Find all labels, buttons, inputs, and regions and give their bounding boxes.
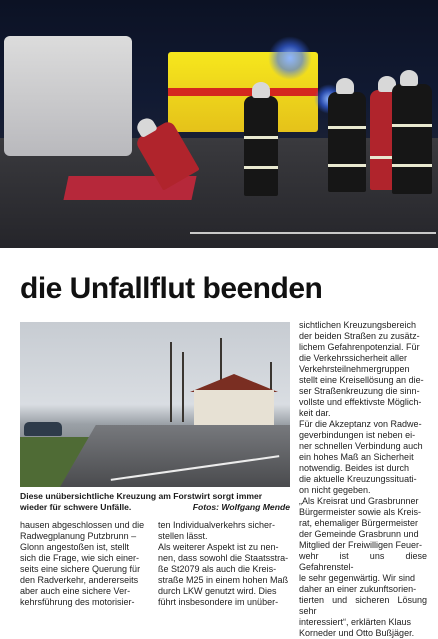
text-line: lichem Gefahrenpotenzial. Für bbox=[299, 342, 420, 352]
caption-text: Diese unübersichtliche Kreuzung am Forstwirt sorgt immer wieder für schwere Unfälle. bbox=[20, 491, 263, 512]
article-headline: die Unfallflut beenden bbox=[20, 272, 323, 305]
text-column-2 bbox=[158, 520, 290, 608]
text-line: ße St2079 als auch die Kreis- bbox=[158, 564, 277, 574]
text-line: „Als Kreisrat und Grasbrunner bbox=[299, 496, 419, 506]
text-line: on nicht gegeben. bbox=[299, 485, 371, 495]
text-line: geverbindungen ist neben ei- bbox=[299, 430, 416, 440]
text-line: rat, ehemaliger Bürgermeister bbox=[299, 518, 419, 528]
text-column-3 bbox=[299, 320, 427, 639]
house bbox=[194, 390, 274, 428]
text-line: le sehr gegenwärtig. Wir sind bbox=[299, 573, 416, 583]
text-line: vollste und effektivste Möglich- bbox=[299, 397, 422, 407]
photo-credit: Fotos: Wolfgang Mende bbox=[192, 502, 290, 512]
text-column-1 bbox=[20, 520, 150, 608]
text-line: durch LKW genutzt wird. Dies bbox=[158, 586, 277, 596]
intersection-photo bbox=[20, 322, 290, 487]
text-line: ser Straßenkreuzung die sinn- bbox=[299, 386, 420, 396]
text-line: Radwegplanung Putzbrunn – bbox=[20, 531, 137, 541]
text-line: seits eine sichere Querung für bbox=[20, 564, 141, 574]
text-line: Glonn angestoßen ist, stellt bbox=[20, 542, 130, 552]
text-line: daher an einer zukunftsorien- bbox=[299, 584, 417, 594]
road-marking bbox=[190, 232, 436, 234]
street bbox=[60, 425, 290, 487]
text-line: hausen abgeschlossen und die bbox=[20, 520, 145, 530]
text-line: Für die Akzeptanz von Radwe- bbox=[299, 419, 422, 429]
text-line: der beiden Straßen zu zusätz- bbox=[299, 331, 420, 341]
damaged-van bbox=[4, 36, 132, 156]
photo-caption bbox=[20, 491, 290, 513]
text-line: der Gemeinde Grasbrunn und bbox=[299, 529, 419, 539]
firefighter bbox=[328, 92, 366, 192]
parked-car bbox=[24, 422, 62, 436]
text-line: Mitglied der Freiwilligen Feuer- bbox=[299, 540, 423, 550]
blue-light bbox=[268, 36, 312, 80]
text-line: keit dar. bbox=[299, 408, 331, 418]
text-line: tierten und sicheren Lösung sehr bbox=[299, 595, 427, 616]
text-line: notwendig. Beides ist durch bbox=[299, 463, 410, 473]
text-line: Verkehrsteilnehmergruppen bbox=[299, 364, 410, 374]
text-line: wehr ist uns diese Gefahrenstel- bbox=[299, 551, 427, 572]
text-line: aber auch eine sichere Ver- bbox=[20, 586, 131, 596]
text-line: sichtlichen Kreuzungsbereich bbox=[299, 320, 417, 330]
text-line: den Radverkehr, andererseits bbox=[20, 575, 139, 585]
text-line: Bürgermeister sowie als Kreis- bbox=[299, 507, 422, 517]
text-line: straße M25 in einem hohen Maß bbox=[158, 575, 289, 585]
text-line: führt insbesondere im unüber- bbox=[158, 597, 279, 607]
text-line: Korneder und Otto Bußjäger. bbox=[299, 628, 415, 638]
text-line: sich die Frage, wie sich einer- bbox=[20, 553, 140, 563]
text-line: Als weiterer Aspekt ist zu nen- bbox=[158, 542, 279, 552]
firefighter bbox=[244, 96, 278, 196]
accident-scene-photo bbox=[0, 0, 438, 248]
text-line: interessiert“, erklärten Klaus bbox=[299, 617, 412, 627]
text-line: stellt eine Kreisellösung an die- bbox=[299, 375, 424, 385]
text-line: ten Individualverkehrs sicher- bbox=[158, 520, 276, 530]
text-line: die Verkehrssicherheit aller bbox=[299, 353, 408, 363]
text-line: stellen lässt. bbox=[158, 531, 208, 541]
text-line: die aktuelle Kreuzungssituati- bbox=[299, 474, 417, 484]
text-line: kehrsführung des motorisier- bbox=[20, 597, 135, 607]
text-line: ner schnellen Verbindung auch bbox=[299, 441, 423, 451]
text-line: ein hohes Maß an Sicherheit bbox=[299, 452, 414, 462]
text-line: nen, dass sowohl die Staatsstra- bbox=[158, 553, 289, 563]
firefighter bbox=[392, 84, 432, 194]
